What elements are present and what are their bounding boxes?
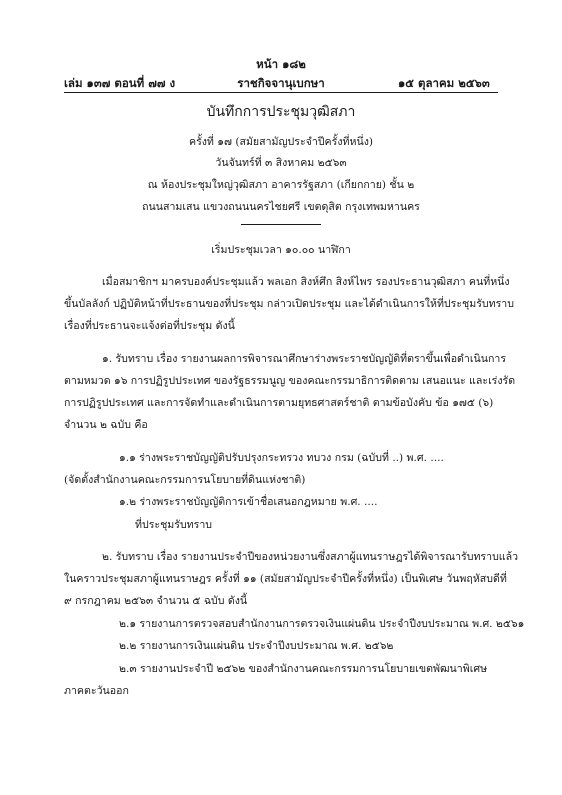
start-time: เริ่มประชุมเวลา ๑๐.๐๐ นาฬิกา (211, 244, 351, 256)
venue-line-1: ณ ห้องประชุมใหญ่วุฒิสภา อาคารรัฐสภา (เกียกกาย) ชั้น ๒ (147, 179, 415, 191)
page-number: หน้า ๑๘๒ (256, 57, 306, 71)
item2-3-line-2: ภาคตะวันออก (64, 685, 129, 697)
item1-1-line-1: ๑.๑ ร่างพระราชบัญญัติปรับปรุงกระทรวง ทบวง กรม (ฉบับที่ ..) พ.ศ. .... (119, 452, 444, 464)
item2-3-line-1: ๒.๓ รายงานประจำปี ๒๕๖๒ ของสำนักงานคณะกรรมการนโยบายเขตพัฒนาพิเศษ (119, 663, 488, 675)
intro-line-1: เมื่อสมาชิกฯ มาครบองค์ประชุมแล้ว พลเอก สิงห์ศึก สิงห์ไพร รองประธานวุฒิสภา คนที่หนึ่ง (102, 276, 510, 288)
item1-line-4: จำนวน ๒ ฉบับ คือ (64, 419, 148, 431)
item1-2-line: ๑.๒ ร่างพระราชบัญญัติการเข้าชื่อเสนอกฎหมาย พ.ศ. .... (119, 496, 378, 508)
session-line: ครั้งที่ ๑๗ (สมัยสามัญประจำปีครั้งที่หนึ่ง) (188, 136, 374, 148)
gazette-name: ราชกิจจานุเบกษา (237, 76, 325, 90)
intro-line-2: ขึ้นบัลลังก์ ปฏิบัติหน้าที่ประธานของที่ประชุม กล่าวเปิดประชุม และได้ดำเนินการให้ที่ประชุมรับทราบ (64, 298, 514, 310)
item2-2-line: ๒.๒ รายงานการเงินแผ่นดิน ประจำปีงบประมาณ พ.ศ. ๒๕๖๒ (119, 640, 394, 652)
item1-line-3: การปฏิรูปประเทศ และการจัดทำและดำเนินการตามยุทธศาสตร์ชาติ ตามข้อบังคับ ข้อ ๑๗๕ (๖) (64, 397, 494, 409)
item1-line-2: ตามหมวด ๑๖ การปฏิรูปประเทศ ของรัฐธรรมนูญ ของคณะกรรมาธิการติดตาม เสนอแนะ และเร่งรัด (64, 375, 516, 387)
doc-title: บันทึกการประชุมวุฒิสภา (206, 104, 356, 120)
acknowledged-note: ที่ประชุมรับทราบ (135, 519, 213, 531)
venue-line-2: ถนนสามเสน แขวงถนนนครไชยศรี เขตดุสิต กรุงเทพมหานคร (142, 201, 420, 213)
meeting-date: วันจันทร์ที่ ๓ สิงหาคม ๒๕๖๓ (215, 157, 347, 169)
gazette-date: ๑๕ ตุลาคม ๒๕๖๓ (398, 76, 490, 90)
title-divider (241, 224, 321, 225)
item1-line-1: ๑. รับทราบ เรื่อง รายงานผลการพิจารณาศึกษาร่างพระราชบัญญัติที่ตราขึ้นเพื่อดำเนินการ (102, 353, 507, 365)
item1-1-line-2: (จัดตั้งสำนักงานคณะกรรมการนโยบายที่ดินแห่งชาติ) (64, 474, 306, 486)
intro-line-3: เรื่องที่ประธานจะแจ้งต่อที่ประชุม ดังนี้ (64, 320, 235, 332)
item2-1-line: ๒.๑ รายงานการตรวจสอบสำนักงานการตรวจเงินแผ่นดิน ประจำปีงบประมาณ พ.ศ. ๒๕๖๑ (119, 618, 525, 630)
volume-issue: เล่ม ๑๓๗ ตอนที่ ๗๗ ง (64, 76, 176, 90)
item2-line-3: ๙ กรกฎาคม ๒๕๖๓ จำนวน ๕ ฉบับ ดังนี้ (64, 595, 248, 607)
item2-line-2: ในคราวประชุมสภาผู้แทนราษฎร ครั้งที่ ๑๑ (สมัยสามัญประจำปีครั้งที่หนึ่ง) เป็นพิเศษ วันพฤหัสบดีที่ (64, 573, 507, 585)
header-rule (64, 92, 498, 93)
item2-line-1: ๒. รับทราบ เรื่อง รายงานประจำปีของหน่วยงานซึ่งสภาผู้แทนราษฎรได้พิจารณารับทราบแล้ว (102, 551, 519, 563)
